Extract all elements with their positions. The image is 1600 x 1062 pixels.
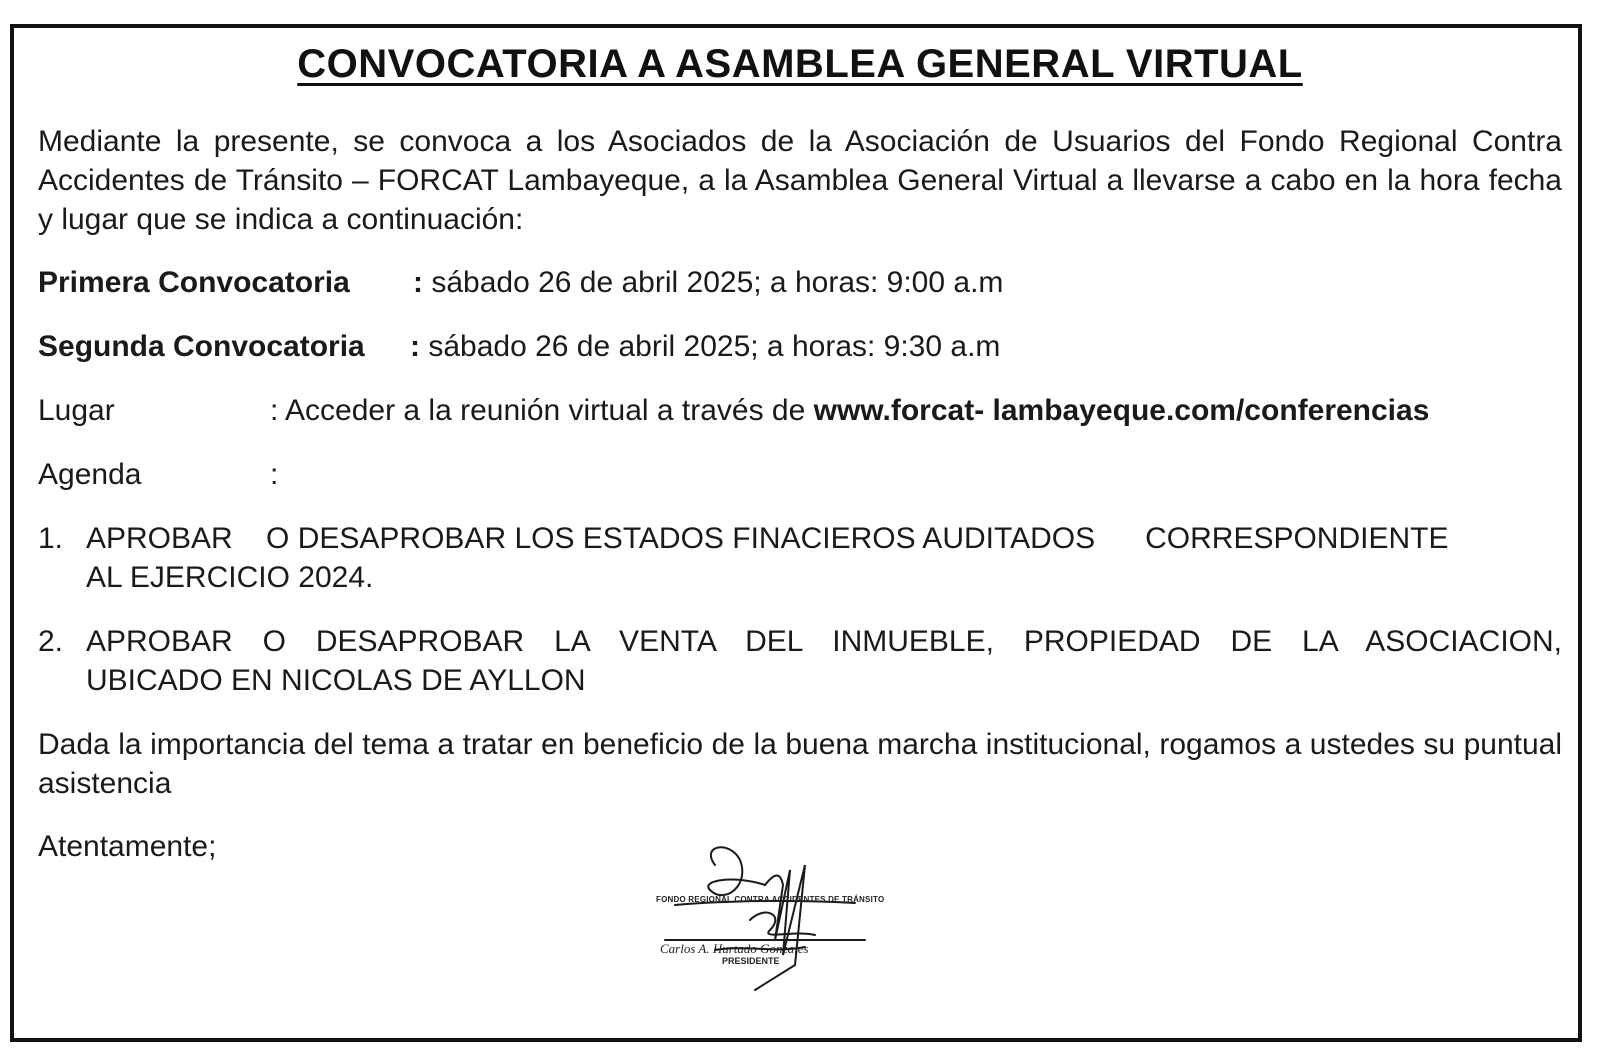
agenda-colon: : [270, 458, 279, 491]
place-value: : Acceder a la reunión virtual a través de [270, 394, 814, 427]
signature-mark [655, 845, 895, 995]
agenda-item-line: AL EJERCICIO 2024. [86, 561, 374, 594]
place-url: www.forcat- lambayeque.com/conferencias [813, 394, 1430, 427]
signature-name: Carlos A. Hurtado Gonzales [660, 941, 809, 956]
agenda-item-number: 1. [38, 522, 64, 555]
intro-paragraph: Mediante la presente, se convoca a los Asociados de la Asociación de Usuarios del Fondo Regional Contra Accidentes de Tránsito – FORCAT Lambayeque, a la Asamblea General Virtual a llevarse a cabo en la hora fecha y lugar que se indica a continuación: [38, 125, 1562, 236]
place-row [38, 391, 1429, 430]
agenda-row [38, 455, 278, 494]
place-label: Lugar [38, 394, 115, 427]
second-call-row [38, 327, 1000, 366]
signature-role: PRESIDENTE [722, 956, 780, 966]
first-call-row [38, 263, 1003, 302]
signoff-text: Atentamente; [38, 830, 217, 863]
agenda-item-number: 2. [38, 625, 64, 658]
second-call-colon: : [410, 330, 420, 363]
agenda-item-line: UBICADO EN NICOLAS DE AYLLON [86, 664, 586, 697]
closing-paragraph: Dada la importancia del tema a tratar en beneficio de la buena marcha institucional, rogamos a ustedes su puntual asistencia [38, 728, 1562, 800]
second-call-label: Segunda Convocatoria [38, 330, 365, 363]
notice-title: CONVOCATORIA A ASAMBLEA GENERAL VIRTUAL [297, 42, 1303, 86]
first-call-label: Primera Convocatoria [38, 266, 350, 299]
first-call-colon: : [413, 266, 423, 299]
signature-organization: FONDO REGIONAL CONTRA ACCIDENTES DE TRÁNSITO [656, 895, 885, 904]
agenda-item [38, 622, 1562, 700]
agenda-item [38, 519, 1562, 597]
agenda-item-line: APROBAR O DESAPROBAR LOS ESTADOS FINACIEROS AUDITADOS CORRESPONDIENTE [86, 522, 1449, 555]
first-call-value: sábado 26 de abril 2025; a horas: 9:00 a.m [423, 266, 1004, 299]
agenda-item-line: APROBAR O DESAPROBAR LA VENTA DEL INMUEBLE, PROPIEDAD DE LA ASOCIACION, [86, 625, 1562, 658]
second-call-value: sábado 26 de abril 2025; a horas: 9:30 a.m [420, 330, 1001, 363]
agenda-label: Agenda [38, 458, 142, 491]
